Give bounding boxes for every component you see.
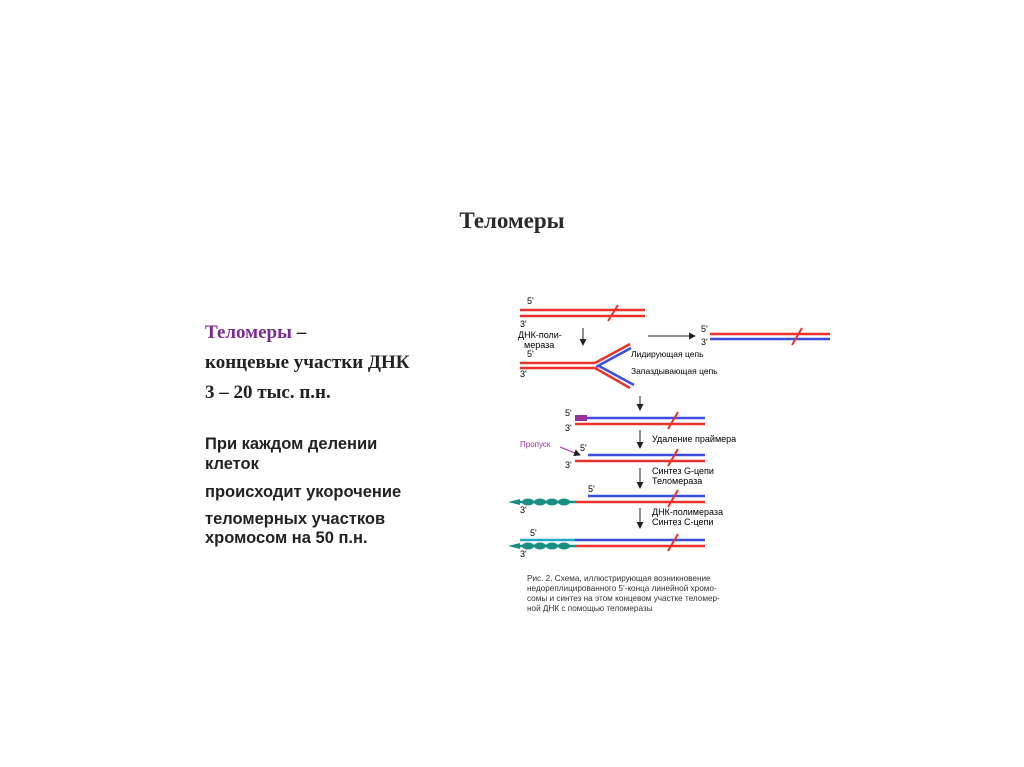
caption-line-4: ной ДНК с помощью теломеразы — [527, 604, 653, 613]
step-1-parental-duplex — [520, 296, 645, 329]
polymerase-label-1: ДНК-поли- — [518, 330, 562, 340]
caption-line-1: Рис. 2. Схема, иллюстрирующая возникновение — [527, 574, 711, 583]
label-3prime: 3' — [520, 319, 527, 329]
definition-dash: – — [296, 322, 307, 343]
telomere-bead — [534, 499, 546, 506]
fork-lower-red — [595, 368, 630, 388]
step-3-primer-duplex — [565, 408, 705, 433]
g-synthesis-label: Синтез G-цепи — [652, 466, 714, 476]
label-5prime: 5' — [565, 408, 572, 418]
telomere-bead — [546, 499, 558, 506]
definition-block — [205, 318, 410, 408]
definition-term: Теломеры — [205, 322, 292, 343]
note-line-2: клеток — [205, 455, 259, 473]
label-3prime: 3' — [520, 369, 527, 379]
fork-lower-blue — [599, 366, 634, 385]
break-mark — [668, 534, 678, 551]
telomere-bead — [546, 543, 558, 550]
label-5prime: 5' — [580, 443, 587, 453]
label-5prime: 5' — [527, 296, 534, 306]
fork-upper-blue — [596, 348, 631, 367]
break-mark — [792, 328, 802, 345]
telomerase-label: Теломераза — [652, 476, 703, 486]
label-5prime: 5' — [527, 349, 534, 359]
telomere-bead — [558, 499, 570, 506]
break-mark — [608, 305, 618, 321]
label-5prime: 5' — [701, 324, 708, 334]
label-3prime: 3' — [701, 337, 708, 347]
break-mark — [668, 449, 678, 466]
step-6-final-duplex — [508, 528, 705, 559]
lagging-strand-label: Запаздывающая цепь — [631, 366, 718, 376]
label-3prime: 3' — [520, 505, 527, 515]
definition-line-2: концевые участки ДНК — [205, 352, 410, 373]
label-3prime: 3' — [565, 460, 572, 470]
break-mark — [668, 412, 678, 429]
telomere-bead — [534, 543, 546, 550]
telomere-replication-diagram — [500, 288, 840, 628]
label-3prime: 3' — [520, 549, 527, 559]
figure-caption — [527, 574, 720, 613]
c-synthesis-label: Синтез C-цепи — [652, 517, 714, 527]
polymerase-label: ДНК-полимераза — [652, 507, 724, 517]
polymerase-label-2: мераза — [524, 340, 555, 350]
rna-primer — [575, 415, 587, 421]
gap-pointer — [560, 447, 580, 455]
definition-line-3: 3 – 20 тыс. п.н. — [205, 382, 331, 403]
label-5prime: 5' — [588, 484, 595, 494]
note-line-4: теломерных участков — [205, 510, 386, 528]
slide-title: Теломеры — [459, 208, 565, 233]
note-line-5: хромосом на 50 п.н. — [205, 529, 368, 547]
caption-line-3: сомы и синтез на этом концевом участке теломер- — [527, 594, 720, 603]
fork-upper-red — [595, 344, 630, 363]
primer-removal-label: Удаление праймера — [652, 434, 737, 444]
leading-strand-label: Лидирующая цепь — [631, 349, 704, 359]
label-5prime: 5' — [530, 528, 537, 538]
break-mark — [668, 490, 678, 507]
leading-product-duplex — [701, 324, 830, 347]
note-line-1: При каждом делении — [205, 435, 378, 453]
caption-line-2: недореплицированного 5'-конца линейной хромо- — [527, 584, 717, 593]
gap-label: Пропуск — [520, 440, 551, 449]
label-3prime: 3' — [565, 423, 572, 433]
definition-line-1 — [205, 318, 410, 348]
note-line-3: происходит укорочение — [205, 483, 402, 501]
step-2-replication-fork — [520, 344, 718, 388]
shortening-note — [205, 434, 401, 548]
telomere-bead — [558, 543, 570, 550]
